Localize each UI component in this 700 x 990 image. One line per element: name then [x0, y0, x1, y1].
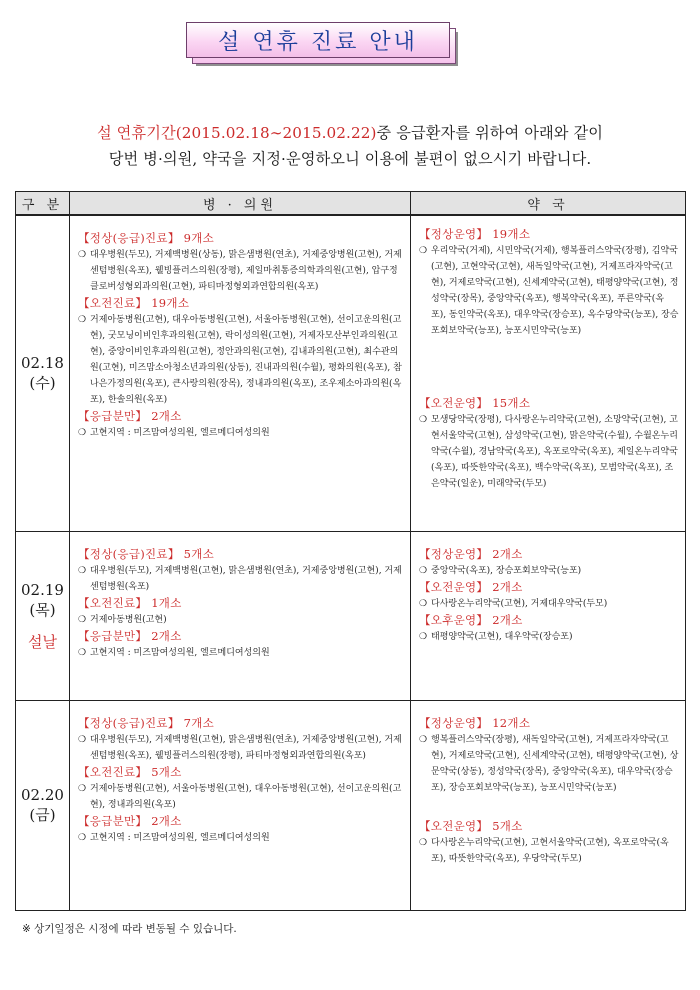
bullet-icon: ❍	[78, 250, 87, 260]
date-label: 02.20	[21, 786, 64, 804]
list-item	[78, 781, 404, 813]
facility-list: 행복플러스약국(장평), 새독일약국(고현), 거제프라자약국(고현), 거제로약국(고현), 신세계약국(고현), 태평양약국(고현), 상문약국(상동), 정성약국(장목), 중앙약국(옥포), 대우약국(장승포), 장승포회보약국(능포), 능포시민약국(능포)	[431, 734, 679, 793]
footnote: ※ 상기일정은 시정에 따라 변동될 수 있습니다.	[22, 923, 237, 935]
list-item	[78, 247, 404, 295]
table-row	[16, 531, 686, 700]
category-title: 【정상운영】 2개소	[419, 546, 523, 561]
bullet-icon: ❍	[78, 647, 87, 658]
pharmacy-group	[419, 579, 679, 612]
bullet-icon: ❍	[78, 832, 87, 843]
list-item	[78, 563, 404, 595]
intro-line-1-rest: 중 응급환자를 위하여 아래와 같이	[376, 124, 604, 142]
facility-list: 모생당약국(장평), 다사랑온누리약국(고현), 소망약국(고현), 고현서울약국(고현), 삼성약국(고현), 맑은약국(수월), 수월온누리약국(수월), 경남약국(옥포), 옥포로약국(옥포), 제일온누리약국(옥포), 따뜻한약국(옥포), 백수약국(옥포), 모범약국(옥포), 조은약국(일운), 미래약국(두모)	[431, 415, 678, 489]
category-title: 【오후운영】 2개소	[419, 612, 523, 627]
date-cell	[16, 700, 70, 910]
hospital-group	[78, 595, 404, 628]
pharmacy-group	[419, 612, 679, 645]
date-cell	[16, 531, 70, 700]
category-title: 【응급분만】 2개소	[78, 409, 182, 423]
category-title: 【응급분만】 2개소	[78, 813, 182, 828]
facility-list: 대우병원(두모), 거제백병원(상동), 맑은샘병원(연초), 거제중앙병원(고현), 거제센텀병원(옥포), 웰빙플러스의원(장평), 제일마취통증의학과의원(고현), 압구정클로버성형외과의원(고현), 파티마정형외과연합의원(옥포)	[90, 250, 402, 292]
day-label: (목)	[29, 600, 56, 619]
hospital-cell	[70, 215, 411, 531]
category-title: 【정상운영】 19개소	[419, 227, 531, 241]
holiday-period: 설 연휴기간(2015.02.18∼2015.02.22)	[96, 124, 377, 142]
hospital-cell	[70, 531, 411, 700]
date-label: 02.19	[21, 580, 64, 599]
pharmacy-group	[419, 395, 679, 492]
pharmacy-group	[419, 532, 679, 579]
page-title: 설 연휴 진료 안내	[218, 29, 418, 55]
header-pharmacies: 약 국	[411, 192, 686, 216]
list-item	[78, 830, 404, 846]
header-hospitals: 병 · 의원	[70, 192, 411, 216]
day-label: (금)	[29, 806, 56, 824]
title-banner	[186, 22, 460, 68]
list-item	[419, 732, 679, 796]
pharmacy-cell	[411, 700, 686, 910]
category-title: 【오전운영】 5개소	[419, 818, 523, 833]
hospital-group	[78, 701, 404, 764]
table-row	[16, 215, 686, 531]
category-title: 【정상(응급)진료】 7개소	[78, 715, 215, 730]
facility-list: 중앙약국(옥포), 장승포회보약국(능포)	[431, 565, 582, 576]
holiday-label: 설날	[28, 632, 57, 651]
hospital-group	[78, 764, 404, 813]
schedule-table	[15, 191, 686, 911]
hospital-group	[78, 813, 404, 846]
hospital-group	[78, 216, 404, 295]
hospital-group	[78, 532, 404, 595]
pharmacy-group	[419, 818, 679, 867]
day-label: (수)	[29, 374, 56, 393]
date-label: 02.18	[21, 354, 64, 373]
category-title: 【오전진료】 19개소	[78, 296, 190, 310]
list-item	[78, 425, 404, 441]
header-division: 구 분	[16, 192, 70, 216]
pharmacy-group	[419, 216, 679, 339]
pharmacy-cell	[411, 531, 686, 700]
list-item	[78, 312, 404, 408]
category-title: 【정상(응급)진료】 5개소	[78, 546, 215, 561]
facility-list: 고현지역 : 미즈맘여성의원, 엘르메디여성의원	[90, 832, 270, 843]
hospital-group	[78, 628, 404, 661]
bullet-icon: ❍	[78, 428, 87, 438]
facility-list: 대우병원(두모), 거제백병원(고현), 맑은샘병원(연초), 거제중앙병원(고현), 거제센텀병원(옥포), 웰빙플러스의원(장평), 파티마정형외과연합의원(옥포)	[90, 734, 402, 761]
bullet-icon: ❍	[78, 565, 87, 576]
facility-list: 태평양약국(고현), 대우약국(장승포)	[431, 631, 573, 642]
facility-list: 고현지역 : 미즈맘여성의원, 엘르메디여성의원	[90, 428, 270, 438]
facility-list: 우리약국(거제), 시민약국(거제), 행복플러스약국(장평), 김약국(고현), 고현약국(고현), 새독일약국(고현), 거제프라자약국(고현), 거제로약국(고현), 신세계약국(고현), 태평양약국(고현), 정성약국(장목), 중앙약국(옥포), 행복약국(옥포), 푸른약국(옥포), 동인약국(옥포), 대우약국(장승포), 옥수당약국(능포), 장승포회보약국(능포), 능포시민약국(능포)	[431, 246, 679, 336]
intro-line-2: 당번 병·의원, 약국을 지정·운영하오니 이용에 불편이 없으시기 바랍니다.	[108, 150, 592, 168]
list-item	[78, 645, 404, 661]
bullet-icon: ❍	[419, 734, 428, 745]
facility-list: 다사랑온누리약국(고현), 고현서울약국(고현), 옥포로약국(옥포), 따뜻한약국(옥포), 우당약국(두모)	[431, 837, 669, 864]
facility-list: 대우병원(두모), 거제백병원(고현), 맑은샘병원(연초), 거제중앙병원(고현), 거제센텀병원(옥포)	[90, 565, 402, 592]
list-item	[419, 835, 679, 867]
category-title: 【오전진료】 1개소	[78, 595, 182, 610]
list-item	[78, 732, 404, 764]
facility-list: 거제아동병원(고현), 서울아동병원(고현), 대우아동병원(고현), 선이고운의원(고현), 정내과의원(옥포)	[90, 783, 402, 810]
pharmacy-group	[419, 701, 679, 796]
hospital-cell	[70, 700, 411, 910]
category-title: 【오전진료】 5개소	[78, 764, 182, 779]
date-cell	[16, 215, 70, 531]
table-row	[16, 700, 686, 910]
bullet-icon: ❍	[419, 837, 428, 848]
bullet-icon: ❍	[419, 631, 428, 642]
list-item	[419, 629, 679, 645]
facility-list: 거제아동병원(고현)	[90, 614, 167, 625]
hospital-group	[78, 295, 404, 408]
bullet-icon: ❍	[419, 598, 428, 609]
bullet-icon: ❍	[78, 315, 87, 325]
banner-front	[186, 22, 450, 58]
bullet-icon: ❍	[419, 246, 428, 256]
list-item	[419, 563, 679, 579]
bullet-icon: ❍	[419, 565, 428, 576]
intro-line-1	[14, 120, 686, 146]
table-header-row	[16, 192, 686, 216]
bullet-icon: ❍	[419, 415, 428, 425]
category-title: 【오전운영】 2개소	[419, 579, 523, 594]
category-title: 【오전운영】 15개소	[419, 396, 531, 410]
bullet-icon: ❍	[78, 734, 87, 745]
list-item	[419, 596, 679, 612]
hospital-group	[78, 408, 404, 441]
facility-list: 고현지역 : 미즈맘여성의원, 엘르메디여성의원	[90, 647, 270, 658]
list-item	[419, 412, 679, 492]
list-item	[78, 612, 404, 628]
category-title: 【정상(응급)진료】 9개소	[78, 231, 215, 245]
list-item	[419, 243, 679, 339]
intro-paragraph	[14, 120, 686, 172]
pharmacy-cell	[411, 215, 686, 531]
facility-list: 다사랑온누리약국(고현), 거제대우약국(두모)	[431, 598, 608, 609]
category-title: 【정상운영】 12개소	[419, 715, 531, 730]
facility-list: 거제아동병원(고현), 대우아동병원(고현), 서울아동병원(고현), 선이고운의원(고현), 굿모닝이비인후과의원(고현), 락이성의원(고현), 거제자모산부인과의원(고현), 중앙이비인후과의원(고현), 정안과의원(고현), 김내과의원(고현), 최수관의원(고현), 미즈맘소아청소년과의원(상동), 진내과의원(수월), 평화의원(옥포), 참나은가정의원(옥포), 큰사랑의원(장목), 정내과의원(옥포), 조우제소아과의원(옥포), 한솔의원(옥포)	[90, 315, 402, 405]
bullet-icon: ❍	[78, 614, 87, 625]
bullet-icon: ❍	[78, 783, 87, 794]
category-title: 【응급분만】 2개소	[78, 628, 182, 643]
